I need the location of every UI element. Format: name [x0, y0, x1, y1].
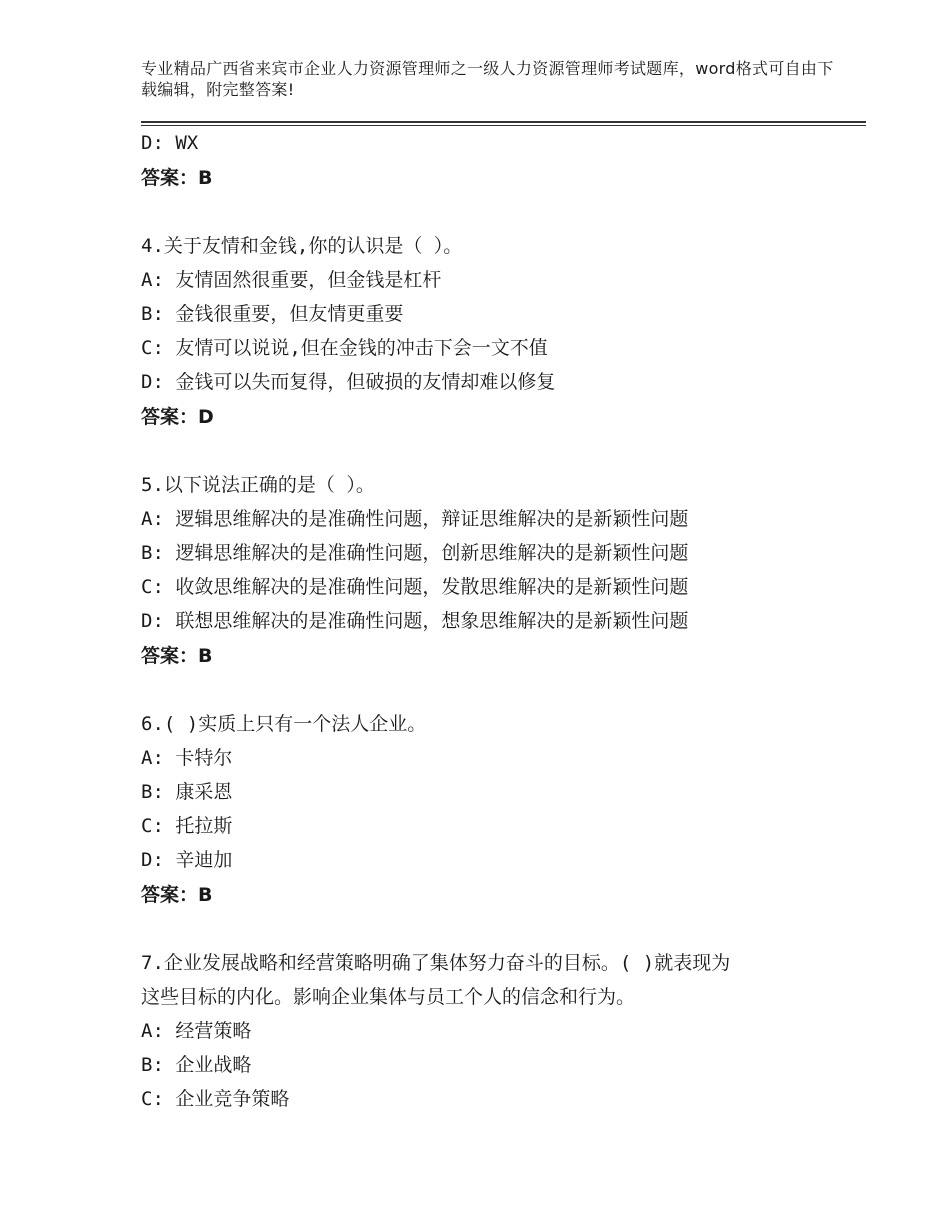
- q7-option-b: B: 企业战略: [141, 1054, 252, 1076]
- q6-option-a: A: 卡特尔: [141, 747, 233, 769]
- q4-stem: 4.关于友情和金钱,你的认识是（ ）。: [141, 235, 463, 257]
- q6-option-d: D: 辛迪加: [141, 849, 233, 871]
- header-divider-thin: [141, 125, 866, 126]
- q4-option-c: C: 友情可以说说,但在金钱的冲击下会一文不值: [141, 337, 548, 359]
- q5-option-d: D: 联想思维解决的是准确性问题，想象思维解决的是新颖性问题: [141, 610, 689, 632]
- q6-answer: 答案：B: [141, 884, 213, 906]
- q6-stem: 6.( )实质上只有一个法人企业。: [141, 713, 427, 735]
- q5-option-b: B: 逻辑思维解决的是准确性问题，创新思维解决的是新颖性问题: [141, 542, 689, 564]
- q4-option-d: D: 金钱可以失而复得，但破损的友情却难以修复: [141, 371, 556, 393]
- q4-option-b: B: 金钱很重要，但友情更重要: [141, 303, 404, 325]
- q6-option-c: C: 托拉斯: [141, 815, 233, 837]
- q7-stem-line2: 这些目标的内化。影响企业集体与员工个人的信念和行为。: [141, 986, 636, 1008]
- q4-option-a: A: 友情固然很重要，但金钱是杠杆: [141, 269, 442, 291]
- q7-option-a: A: 经营策略: [141, 1020, 252, 1042]
- q4-answer: 答案：D: [141, 406, 214, 428]
- q5-stem: 5.以下说法正确的是（ ）。: [141, 474, 375, 496]
- q7-option-c: C: 企业竞争策略: [141, 1088, 290, 1110]
- q5-option-a: A: 逻辑思维解决的是准确性问题，辩证思维解决的是新颖性问题: [141, 508, 689, 530]
- q5-option-c: C: 收敛思维解决的是准确性问题，发散思维解决的是新颖性问题: [141, 576, 689, 598]
- q7-stem-line1: 7.企业发展战略和经营策略明确了集体努力奋斗的目标。( )就表现为: [141, 952, 731, 974]
- q6-option-b: B: 康采恩: [141, 781, 233, 803]
- q3-option-d: D: WX: [141, 132, 199, 154]
- q3-answer: 答案：B: [141, 167, 213, 189]
- page-header: 专业精品广西省来宾市企业人力资源管理师之一级人力资源管理师考试题库，word格式可自由下载编辑，附完整答案!: [141, 59, 834, 99]
- header-divider: [141, 121, 866, 123]
- q5-answer: 答案：B: [141, 645, 213, 667]
